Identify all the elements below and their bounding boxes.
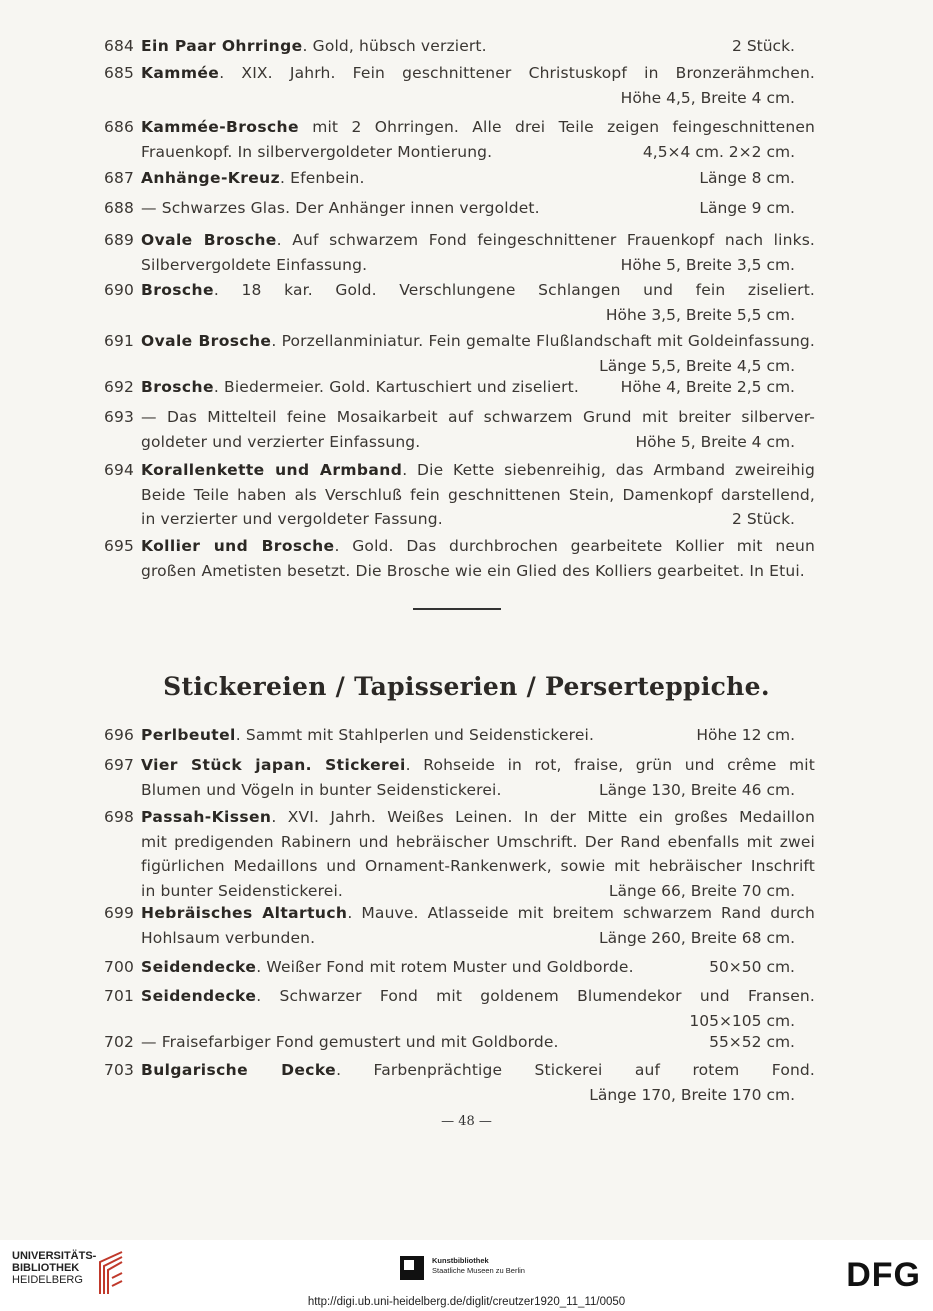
entry-line	[141, 1083, 633, 1107]
entry-text: . Schwarzer Fond mit goldenem Blumendekor und Fransen.	[256, 987, 815, 1005]
entry-number: 684	[104, 37, 135, 55]
entry-line	[141, 926, 633, 950]
entry-line	[141, 140, 633, 164]
entry-text: . Gold, hübsch verziert.	[302, 37, 487, 55]
entry-line	[141, 1009, 633, 1033]
entry-line	[141, 534, 815, 558]
entry-line	[141, 458, 815, 482]
entry-text: in verzierter und vergoldeter Fassung.	[141, 510, 443, 528]
entry-text: — Das Mittelteil feine Mosaikarbeit auf schwarzem Grund mit breiter silberver-	[141, 408, 815, 426]
entry-line	[141, 854, 815, 878]
entry-line	[141, 753, 815, 777]
entry-number: 700	[104, 958, 135, 976]
entry-measurement: Länge 5,5, Breite 4,5 cm.	[599, 356, 795, 375]
entry-line	[141, 278, 815, 302]
entry-text: in bunter Seidenstickerei.	[141, 881, 343, 900]
entry-title: Brosche	[141, 281, 214, 299]
entry-title: Perlbeutel	[141, 726, 236, 744]
entry-title: Kollier und Brosche	[141, 537, 335, 555]
entry-measurement: Höhe 5, Breite 4 cm.	[635, 432, 795, 451]
page-number: — 48 —	[441, 1114, 492, 1129]
entry-title: Passah-Kissen	[141, 808, 272, 826]
entry-text: . 18 kar. Gold. Verschlungene Schlangen und fein ziseliert.	[213, 281, 815, 299]
entry-measurement: Höhe 4,5, Breite 4 cm.	[620, 88, 795, 107]
entry-text: . Auf schwarzem Fond feingeschnittener Frauenkopf nach links.	[276, 231, 815, 249]
entry-line	[141, 984, 815, 1008]
entry-measurement: Länge 170, Breite 170 cm.	[589, 1085, 795, 1104]
entry-title: Vier Stück japan. Stickerei	[141, 756, 406, 774]
entry-measurement: Höhe 12 cm.	[696, 726, 795, 744]
entry-text: . Gold. Das durchbrochen gearbeitete Kollier mit neun	[334, 537, 816, 555]
university-library-logo[interactable]	[12, 1250, 96, 1286]
entry-number: 692	[104, 378, 135, 396]
entry-number: 685	[104, 64, 135, 82]
kunstbibliothek-logo-icon	[398, 1254, 426, 1282]
entry-measurement: Höhe 3,5, Breite 5,5 cm.	[605, 305, 795, 324]
entry-number: 689	[104, 231, 135, 249]
dfg-logo[interactable]: DFG	[846, 1256, 921, 1294]
entry-measurement: Länge 260, Breite 68 cm.	[599, 928, 795, 947]
entry-title: Ovale Brosche	[141, 332, 272, 350]
entry-number: 703	[104, 1061, 135, 1079]
entry-title: Ovale Brosche	[141, 231, 277, 249]
entry-line	[141, 1058, 815, 1082]
entry-measurement: Länge 8 cm.	[699, 169, 795, 187]
entry-text: Beide Teile haben als Verschluß fein geschnittenen Stein, Damenkopf darstellend,	[141, 485, 815, 504]
kunstbibliothek-label	[432, 1256, 525, 1276]
entry-text: großen Ametisten besetzt. Die Brosche wie ein Glied des Kolliers gearbeitet. In Etui.	[141, 561, 805, 580]
entry-number: 688	[104, 199, 135, 217]
entry-title: Ein Paar Ohrringe	[141, 37, 303, 55]
entry-measurement: Höhe 4, Breite 2,5 cm.	[620, 378, 795, 396]
section-title: Stickereien / Tapisserien / Perserteppiche.	[163, 672, 770, 701]
entry-text: mit predigenden Rabinern und hebräischer Umschrift. Der Rand ebenfalls mit zwei	[141, 832, 815, 851]
entry-number: 686	[104, 118, 135, 136]
entry-line	[141, 955, 633, 979]
university-mark-icon	[94, 1248, 128, 1300]
entry-measurement: 4,5×4 cm. 2×2 cm.	[642, 142, 795, 161]
entry-text: Blumen und Vögeln in bunter Seidenstickerei.	[141, 780, 502, 799]
entry-number: 697	[104, 756, 135, 774]
entry-measurement: Länge 66, Breite 70 cm.	[608, 881, 795, 900]
entry-line	[141, 61, 815, 85]
entry-text: . Rohseide in rot, fraise, grün und crême mit	[405, 756, 815, 774]
entry-number: 691	[104, 332, 135, 350]
entry-text: . Die Kette siebenreihig, das Armband zweireihig	[402, 461, 815, 479]
entry-line	[141, 778, 633, 802]
entry-text: . Biedermeier. Gold. Kartuschiert und ziseliert.	[213, 378, 579, 396]
entry-line	[141, 303, 633, 327]
entry-number: 693	[104, 408, 135, 426]
entry-title: Seidendecke	[141, 987, 257, 1005]
entry-line	[141, 879, 633, 903]
uni-line-2: BIBLIOTHEK	[12, 1262, 80, 1274]
entry-number: 695	[104, 537, 135, 555]
entry-number: 687	[104, 169, 135, 187]
entry-measurement: Länge 130, Breite 46 cm.	[599, 780, 795, 799]
entry-line	[141, 253, 633, 277]
entry-title: Brosche	[141, 378, 214, 396]
entry-title: Anhänge-Kreuz	[141, 169, 281, 187]
uni-line-3: HEIDELBERG	[12, 1274, 83, 1286]
entry-line	[141, 1030, 633, 1054]
entry-number: 696	[104, 726, 135, 744]
entry-line	[141, 723, 633, 747]
entry-measurement: 2 Stück.	[732, 37, 795, 55]
entry-text: . XIX. Jahrh. Fein geschnittener Christuskopf in Bronzerähmchen.	[219, 64, 815, 82]
entry-text: . Farbenprächtige Stickerei auf rotem Fond.	[336, 1061, 815, 1079]
entry-text: figürlichen Medaillons und Ornament-Rankenwerk, sowie mit hebräischer Inschrift	[141, 857, 815, 875]
entry-line	[141, 507, 633, 531]
entry-text: — Fraisefarbiger Fond gemustert und mit Goldborde.	[141, 1033, 559, 1051]
entry-line	[141, 86, 633, 110]
entry-number: 699	[104, 904, 135, 922]
entry-measurement: Höhe 5, Breite 3,5 cm.	[620, 255, 795, 274]
entry-number: 701	[104, 987, 135, 1005]
entry-title: Kammée-Brosche	[141, 118, 299, 136]
entry-line	[141, 228, 815, 252]
entry-line	[141, 166, 633, 190]
entry-text: — Schwarzes Glas. Der Anhänger innen vergoldet.	[141, 199, 540, 217]
entry-measurement: 55×52 cm.	[709, 1033, 795, 1051]
entry-number: 690	[104, 281, 135, 299]
entry-line	[141, 483, 815, 507]
entry-text: goldeter und verzierter Einfassung.	[141, 432, 421, 451]
entry-line	[141, 34, 633, 58]
entry-title: Hebräisches Altartuch	[141, 904, 348, 922]
entry-measurement: 2 Stück.	[732, 510, 795, 528]
entry-text: Hohlsaum verbunden.	[141, 928, 316, 947]
uni-line-1: UNIVERSITÄTS-	[12, 1250, 97, 1262]
entry-text: . Efenbein.	[280, 169, 365, 187]
kb-title: Kunstbibliothek	[432, 1256, 489, 1265]
entry-number: 698	[104, 808, 135, 826]
entry-text: . Mauve. Atlasseide mit breitem schwarzem Rand durch	[347, 904, 815, 922]
entry-title: Seidendecke	[141, 958, 257, 976]
kb-subtitle: Staatliche Museen zu Berlin	[432, 1266, 525, 1275]
entry-text: mit 2 Ohrringen. Alle drei Teile zeigen feingeschnittenen	[298, 118, 815, 136]
entry-text: Silbervergoldete Einfassung.	[141, 255, 368, 274]
entry-text: . Weißer Fond mit rotem Muster und Goldborde.	[256, 958, 634, 976]
entry-line	[141, 901, 815, 925]
entry-measurement: Länge 9 cm.	[699, 199, 795, 217]
entry-number: 702	[104, 1033, 135, 1051]
entry-measurement: 50×50 cm.	[709, 958, 795, 976]
entry-line	[141, 115, 815, 139]
entry-line	[141, 375, 633, 399]
entry-text: . Porzellanminiatur. Fein gemalte Flußlandschaft mit Goldeinfassung.	[271, 332, 815, 350]
entry-line	[141, 329, 815, 353]
entry-line	[141, 430, 633, 454]
entry-line	[141, 805, 815, 829]
entry-title: Korallenkette und Armband	[141, 461, 403, 479]
entry-line	[141, 196, 633, 220]
entry-title: Bulgarische Decke	[141, 1061, 337, 1079]
entry-line	[141, 559, 815, 583]
entry-line	[141, 830, 815, 854]
entry-line	[141, 405, 815, 429]
entry-number: 694	[104, 461, 135, 479]
entry-text: . Sammt mit Stahlperlen und Seidenstickerei.	[235, 726, 595, 744]
entry-text: . XVI. Jahrh. Weißes Leinen. In der Mitte ein großes Medaillon	[271, 808, 815, 826]
entry-text: Frauenkopf. In silbervergoldeter Montierung.	[141, 142, 493, 161]
entry-title: Kammée	[141, 64, 220, 82]
entry-line	[141, 354, 633, 378]
entry-measurement: 105×105 cm.	[689, 1011, 795, 1030]
section-divider	[413, 608, 501, 610]
source-url[interactable]: http://digi.ub.uni-heidelberg.de/diglit/creutzer1920_11_11/0050	[307, 1296, 626, 1308]
